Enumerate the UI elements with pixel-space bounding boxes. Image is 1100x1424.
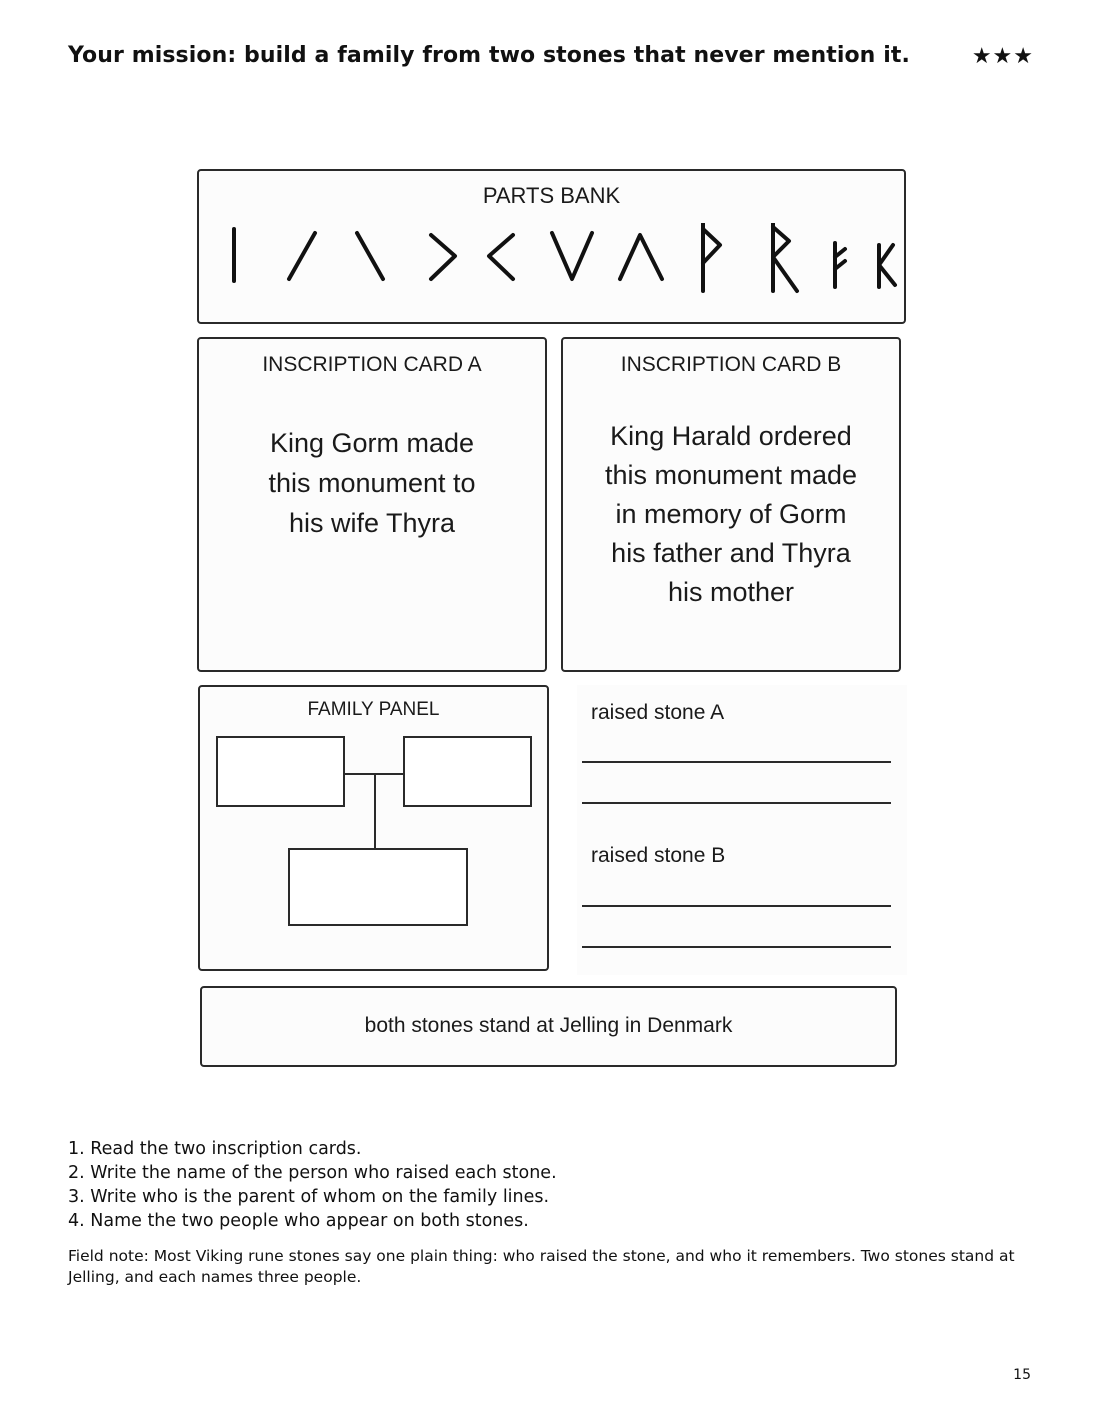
- raised-stone-area: [577, 685, 907, 975]
- inverted-v-shape-icon: [620, 235, 662, 279]
- location-text: both stones stand at Jelling in Denmark: [364, 1014, 733, 1037]
- family-tree-diagram: [200, 687, 551, 973]
- raised-stone-a-line-2[interactable]: [582, 802, 891, 804]
- forward-slash-stroke-icon: [289, 233, 315, 279]
- page-number: 15: [1013, 1367, 1031, 1383]
- instruction-item: 2. Write the name of the person who raised each stone.: [68, 1163, 557, 1183]
- mission-title: Your mission: build a family from two stones that never mention it.: [68, 43, 910, 68]
- instruction-item: 3. Write who is the parent of whom on the family lines.: [68, 1187, 550, 1207]
- location-banner: [200, 986, 897, 1067]
- field-note: Field note: Most Viking rune stones say one plain thing: who raised the stone, and who it remembers. Two stones stand at Jelling, and each names three people.: [68, 1247, 1015, 1286]
- parts-bank-panel: [197, 169, 906, 324]
- raised-stone-a-label: raised stone A: [591, 701, 725, 724]
- rune-parts-row: [217, 223, 907, 299]
- instruction-item: 1. Read the two inscription cards.: [68, 1139, 362, 1159]
- inscription-card-a: [197, 337, 547, 672]
- parts-bank-title: PARTS BANK: [482, 183, 621, 208]
- difficulty-stars: ★★★: [971, 44, 1034, 69]
- parent-box-left[interactable]: [217, 737, 344, 806]
- raidho-rune-icon: [773, 223, 797, 291]
- family-panel-title: FAMILY PANEL: [307, 699, 440, 720]
- ansuz-rune-icon: [835, 243, 845, 287]
- instruction-item: 4. Name the two people who appear on both stones.: [68, 1211, 529, 1231]
- right-chevron-icon: [431, 235, 455, 279]
- left-chevron-icon: [489, 235, 513, 279]
- raised-stone-b-label: raised stone B: [591, 844, 726, 867]
- card-b-title: INSCRIPTION CARD B: [620, 353, 842, 376]
- kaunan-rune-icon: [879, 245, 895, 287]
- card-a-text: King Gorm made this monument to his wife Thyra: [268, 428, 476, 538]
- parent-box-right[interactable]: [404, 737, 531, 806]
- card-b-text: King Harald ordered this monument made in memory of Gorm his father and Thyra his mother: [604, 421, 858, 607]
- instructions-list: [68, 1137, 557, 1233]
- raised-stone-b-line-2[interactable]: [582, 946, 891, 948]
- inscription-card-b: [561, 337, 901, 672]
- raised-stone-b-line-1[interactable]: [582, 905, 891, 907]
- child-box[interactable]: [289, 849, 467, 925]
- v-shape-icon: [552, 233, 592, 279]
- card-a-title: INSCRIPTION CARD A: [262, 353, 482, 376]
- raised-stone-a-line-1[interactable]: [582, 761, 891, 763]
- family-panel: [198, 685, 549, 971]
- back-slash-stroke-icon: [357, 233, 383, 279]
- thurisaz-rune-icon: [703, 223, 720, 291]
